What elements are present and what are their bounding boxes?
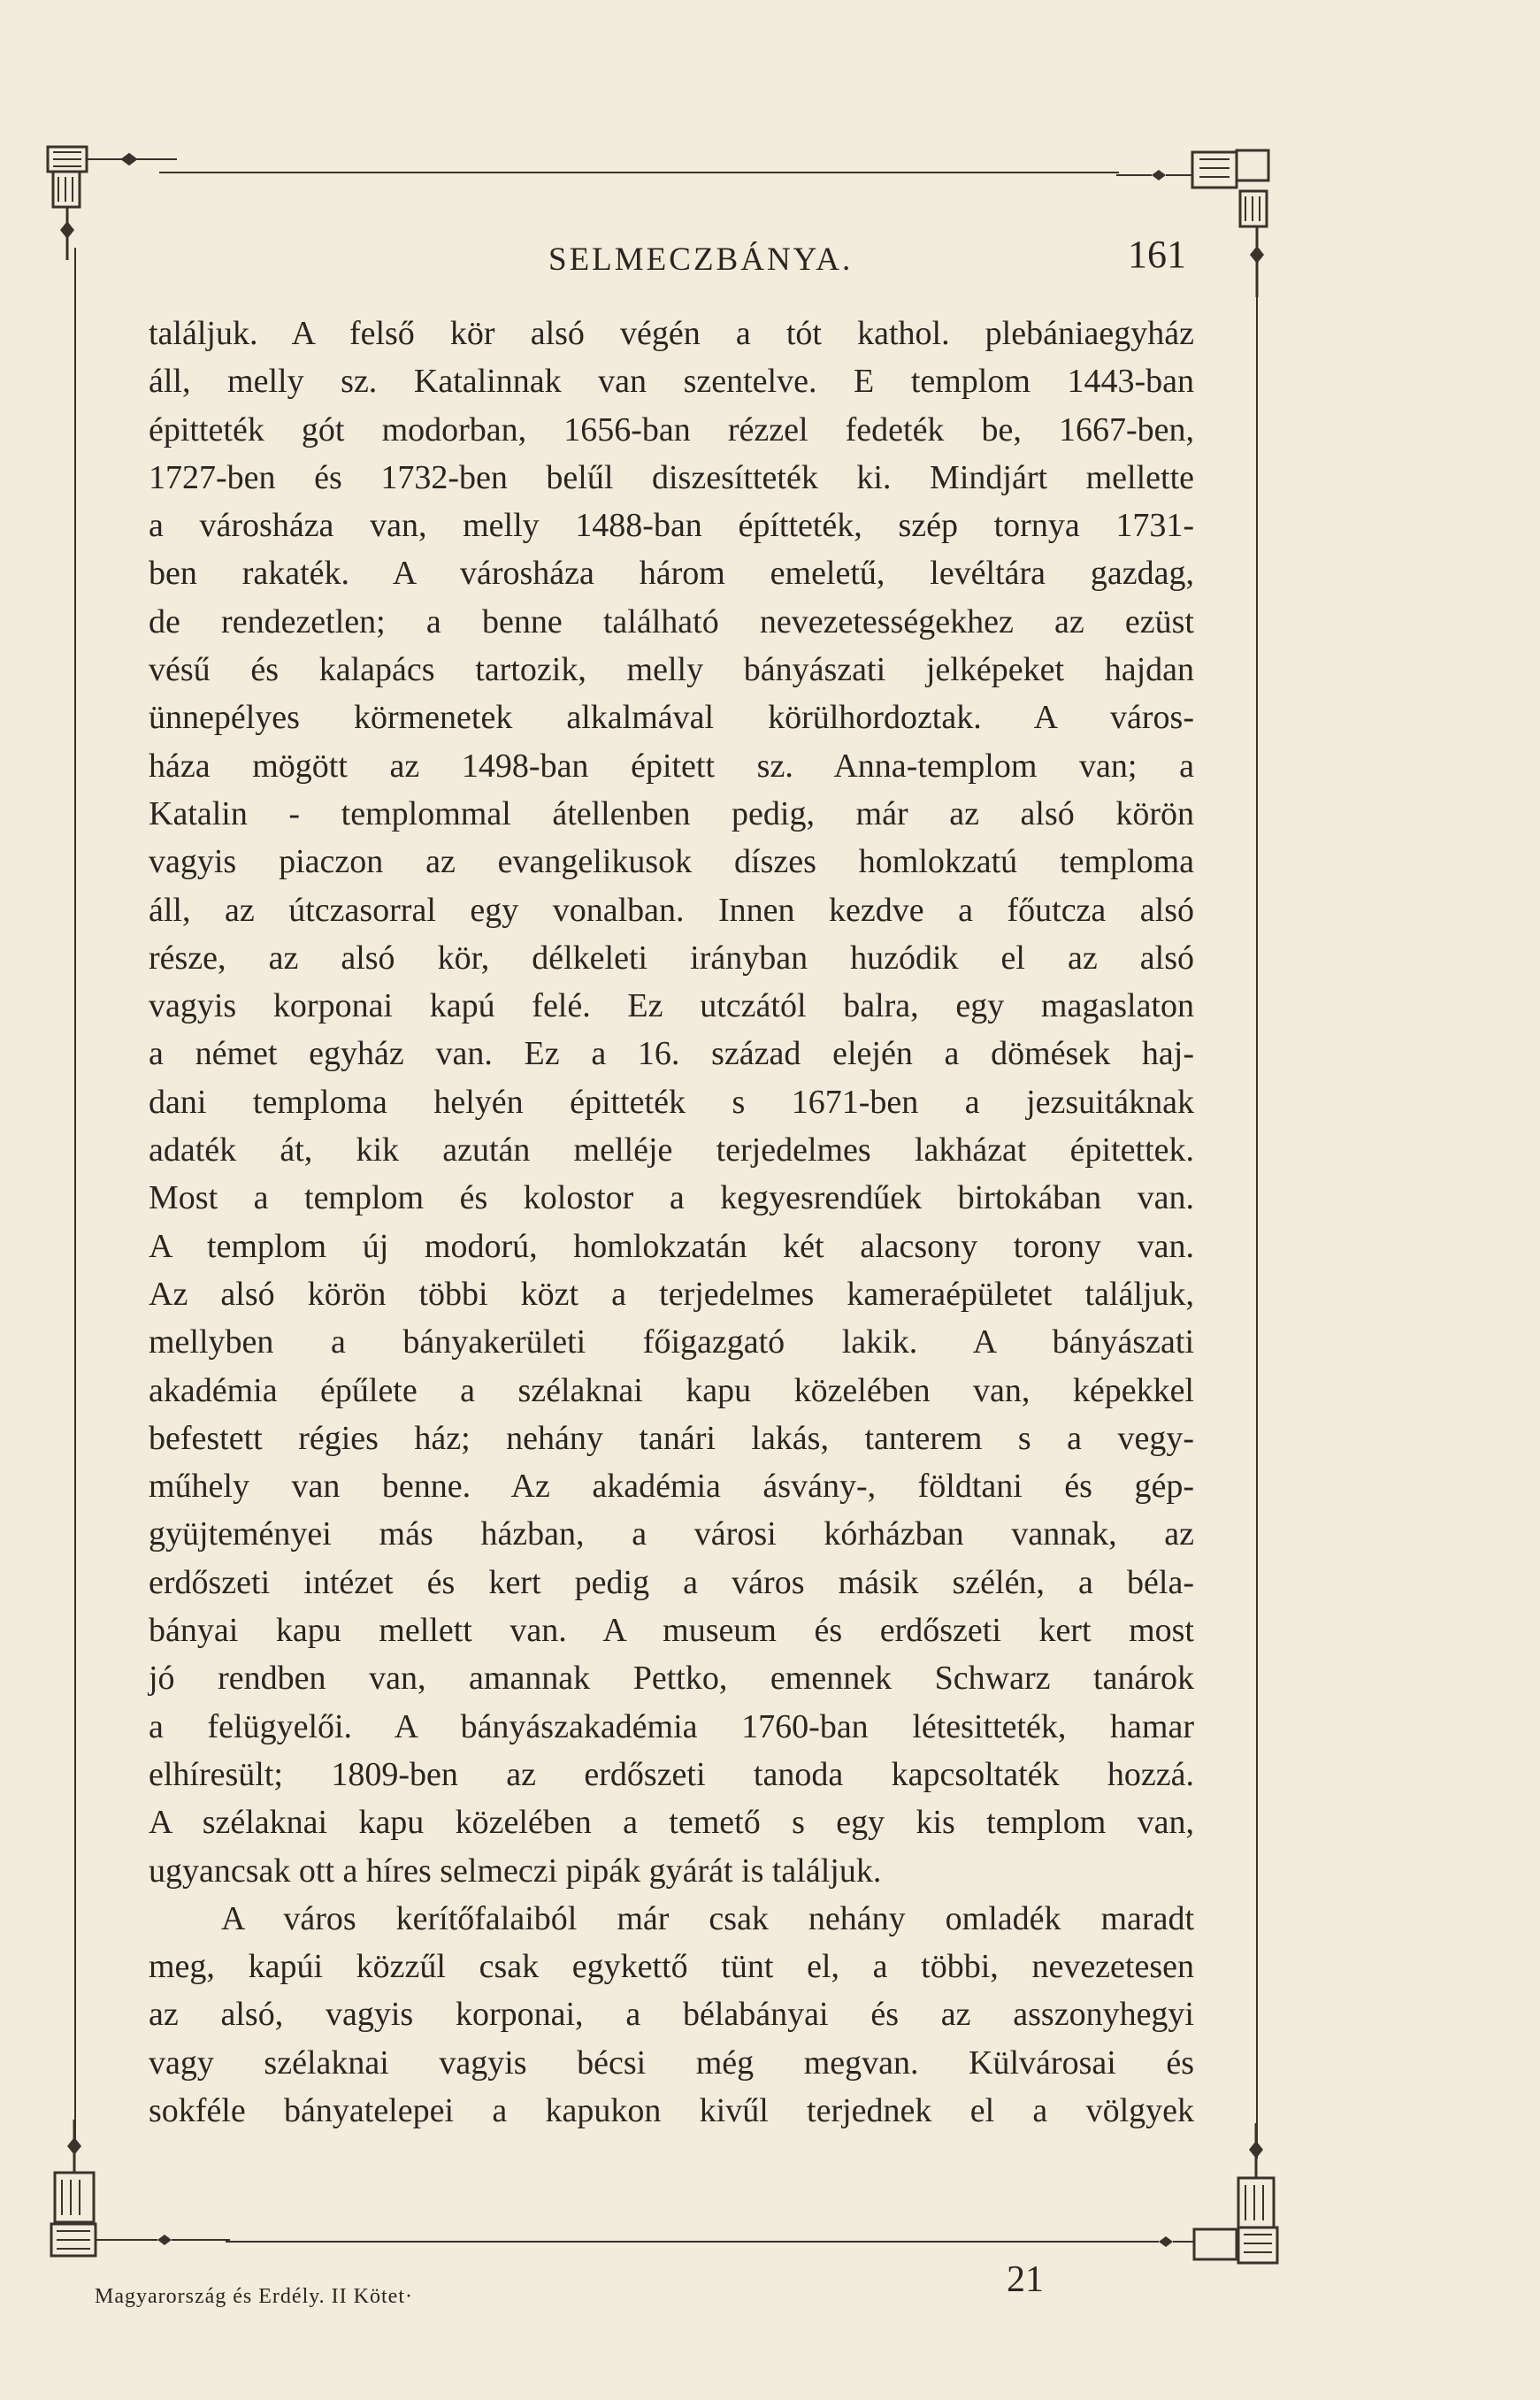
text-line: ugyancsak ott a híres selmeczi pipák gyárát is találjuk. (149, 1852, 882, 1890)
text-line: Katalin - templommal átellenben pedig, már az alsó körön (149, 794, 1194, 832)
volume-note: Magyarország és Erdély. II Kötet· (95, 2285, 413, 2308)
text-line: de rendezetlen; a benne található nevezetességekhez az ezüst (149, 602, 1194, 640)
text-line: 1727-ben és 1732-ben belűl diszesítteték ki. Mindjárt mellette (149, 458, 1194, 496)
text-line: vagyis korponai kapú felé. Ez utczától balra, egy magaslaton (149, 987, 1194, 1025)
signature-mark: 21 (1007, 2259, 1044, 2300)
text-line: az alsó, vagyis korponai, a bélabányai és az asszonyhegyi (149, 1996, 1194, 2034)
top-left-ornament-icon (46, 142, 179, 318)
text-line: adaték át, kik azután melléje terjedelmes lakházat épitettek. (149, 1131, 1194, 1169)
text-line: háza mögött az 1498-ban épitett sz. Anna-templom van; a (149, 747, 1194, 785)
body-text (149, 310, 1194, 2135)
text-line: ünnepélyes körmenetek alkalmával körülhordoztak. A város- (149, 699, 1194, 737)
text-line: mellyben a bányakerületi főigazgató lakik. A bányászati (149, 1323, 1194, 1361)
text-line: a felügyelői. A bányászakadémia 1760-ban létesitteték, hamar (149, 1707, 1194, 1745)
text-line: sokféle bányatelepei a kapukon kivűl terjednek el a völgyek (149, 2091, 1194, 2129)
text-line: bányai kapu mellett van. A museum és erdőszeti kert most (149, 1612, 1194, 1650)
bottom-right-ornament-icon (1106, 2123, 1283, 2273)
text-line: találjuk. A felső kör alsó végén a tót kathol. plebániaegyház (149, 315, 1194, 352)
text-line: Most a templom és kolostor a kegyesrendűek birtokában van. (149, 1179, 1194, 1217)
text-line: része, az alsó kör, délkeleti irányban huzódik el az alsó (149, 939, 1194, 977)
text-line: elhíresült; 1809-ben az erdőszeti tanoda kapcsoltaték hozzá. (149, 1755, 1194, 1793)
text-line: A szélaknai kapu közelében a temető s egy kis templom van, (149, 1804, 1194, 1842)
text-line: a német egyház van. Ez a 16. század elején a dömések haj- (149, 1035, 1194, 1073)
bottom-left-ornament-icon (44, 2120, 230, 2270)
text-line: vagyis piaczon az evangelikusok díszes homlokzatú temploma (149, 843, 1194, 881)
text-line: ben rakaték. A városháza három emeletű, levéltára gazdag, (149, 555, 1194, 593)
text-line: A város kerítőfalaiból már csak nehány omladék maradt (221, 1899, 1194, 1937)
text-line: gyüjteményei más házban, a városi kórházban vannak, az (149, 1515, 1194, 1553)
text-line: műhely van benne. Az akadémia ásvány-, földtani és gép- (149, 1468, 1194, 1506)
page-number: 161 (1128, 233, 1186, 276)
text-line: épitteték gót modorban, 1656-ban rézzel fedeték be, 1667-ben, (149, 410, 1194, 449)
text-line: befestett régies ház; nehány tanári lakás, tanterem s a vegy- (149, 1419, 1194, 1457)
text-line: áll, melly sz. Katalinnak van szentelve. E templom 1443-ban (149, 363, 1194, 401)
running-title: SELMECZBÁNYA. (548, 242, 854, 278)
text-line: Az alsó körön többi közt a terjedelmes kameraépületet találjuk, (149, 1275, 1194, 1313)
text-line: erdőszeti intézet és kert pedig a város másik szélén, a béla- (149, 1563, 1194, 1601)
text-line: akadémia épűlete a szélaknai kapu közelében van, képekkel (149, 1371, 1194, 1409)
frame-bottom-rule (226, 2241, 1115, 2243)
text-line: A templom új modorú, homlokzatán két alacsony torony van. (149, 1227, 1194, 1265)
text-line: jó rendben van, amannak Pettko, emennek Schwarz tanárok (149, 1660, 1194, 1698)
frame-left-rule (74, 248, 76, 2141)
text-line: a városháza van, melly 1488-ban építteték, szép tornya 1731- (149, 507, 1194, 545)
text-line: vagy szélaknai vagyis bécsi még megvan. Külvárosai és (149, 2043, 1194, 2082)
text-line: vésű és kalapács tartozik, melly bányászati jelképeket hajdan (149, 651, 1194, 689)
text-line: meg, kapúi közzűl csak egykettő tünt el, a többi, nevezetesen (149, 1948, 1194, 1986)
text-line: dani temploma helyén épitteték s 1671-ben a jezsuitáknak (149, 1083, 1194, 1121)
text-line: áll, az útczasorral egy vonalban. Innen kezdve a főutcza alsó (149, 891, 1194, 929)
frame-right-rule (1256, 248, 1258, 2158)
frame-top-rule (159, 172, 1119, 173)
